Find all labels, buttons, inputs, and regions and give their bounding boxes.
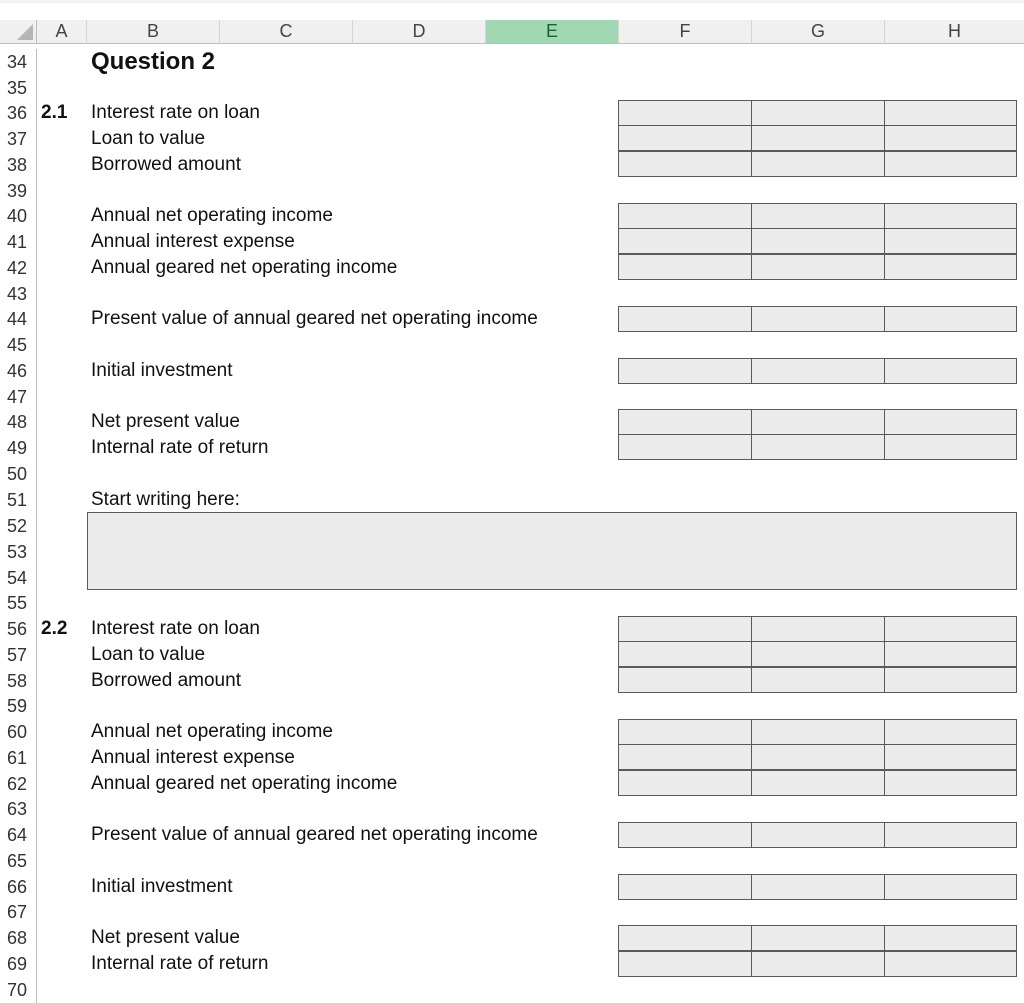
input-cell-g64[interactable]: [751, 822, 885, 848]
row-header[interactable]: 54: [0, 565, 37, 591]
input-cell-f41[interactable]: [618, 228, 752, 254]
input-cell-g42[interactable]: [751, 254, 885, 280]
row-header[interactable]: 44: [0, 306, 37, 332]
row-header[interactable]: 65: [0, 848, 37, 874]
row-header[interactable]: 57: [0, 642, 37, 668]
input-cell-g66[interactable]: [751, 874, 885, 900]
label-interest-rate: Interest rate on loan: [91, 618, 260, 639]
label-borrowed-amount: Borrowed amount: [91, 154, 241, 175]
row-header[interactable]: 70: [0, 977, 37, 1003]
input-cell-f62[interactable]: [618, 770, 752, 796]
label-irr: Internal rate of return: [91, 953, 269, 974]
input-cell-f68[interactable]: [618, 925, 752, 951]
input-cell-f36[interactable]: [618, 100, 752, 126]
label-annual-geared-noi: Annual geared net operating income: [91, 773, 398, 794]
input-cell-f37[interactable]: [618, 125, 752, 151]
input-cell-f56[interactable]: [618, 616, 752, 642]
input-cell-g38[interactable]: [751, 151, 885, 177]
input-cell-f44[interactable]: [618, 306, 752, 332]
row-header[interactable]: 62: [0, 771, 37, 797]
input-cell-f57[interactable]: [618, 641, 752, 667]
input-cell-h69[interactable]: [884, 951, 1017, 977]
input-cell-h49[interactable]: [884, 434, 1017, 460]
input-cell-g49[interactable]: [751, 434, 885, 460]
answer-writing-area[interactable]: [87, 512, 1017, 590]
input-cell-g40[interactable]: [751, 203, 885, 229]
row-header[interactable]: 53: [0, 539, 37, 565]
input-cell-h56[interactable]: [884, 616, 1017, 642]
row-header[interactable]: 47: [0, 384, 37, 410]
input-cell-f66[interactable]: [618, 874, 752, 900]
row-header[interactable]: 51: [0, 487, 37, 513]
row-header[interactable]: 45: [0, 332, 37, 358]
label-annual-interest-expense: Annual interest expense: [91, 747, 295, 768]
label-borrowed-amount: Borrowed amount: [91, 670, 241, 691]
input-cell-g44[interactable]: [751, 306, 885, 332]
row-header[interactable]: 36: [0, 100, 37, 126]
input-cell-h46[interactable]: [884, 358, 1017, 384]
row-header[interactable]: 50: [0, 461, 37, 487]
input-cell-g58[interactable]: [751, 667, 885, 693]
input-cell-f49[interactable]: [618, 434, 752, 460]
row-header[interactable]: 66: [0, 874, 37, 900]
row-header[interactable]: 59: [0, 693, 37, 719]
input-cell-h58[interactable]: [884, 667, 1017, 693]
label-npv: Net present value: [91, 927, 240, 948]
question-title: Question 2: [91, 48, 216, 75]
input-cell-h60[interactable]: [884, 719, 1017, 745]
input-cell-f46[interactable]: [618, 358, 752, 384]
input-cell-g46[interactable]: [751, 358, 885, 384]
row-header[interactable]: 41: [0, 229, 37, 255]
row-header[interactable]: 48: [0, 409, 37, 435]
select-all-triangle-icon: [17, 24, 33, 40]
row-header[interactable]: 55: [0, 590, 37, 616]
input-cell-h62[interactable]: [884, 770, 1017, 796]
row-header[interactable]: 46: [0, 358, 37, 384]
column-header-b[interactable]: B: [87, 20, 220, 44]
input-cell-f60[interactable]: [618, 719, 752, 745]
label-annual-geared-noi: Annual geared net operating income: [91, 257, 398, 278]
input-cell-h64[interactable]: [884, 822, 1017, 848]
input-cell-f40[interactable]: [618, 203, 752, 229]
row-header[interactable]: 60: [0, 719, 37, 745]
input-cell-h42[interactable]: [884, 254, 1017, 280]
select-all-corner[interactable]: [0, 20, 37, 44]
section-number-2-1: 2.1: [41, 102, 68, 123]
input-cell-f64[interactable]: [618, 822, 752, 848]
row-header[interactable]: 56: [0, 616, 37, 642]
input-cell-g69[interactable]: [751, 951, 885, 977]
row-header[interactable]: 38: [0, 152, 37, 178]
window-top-strip: [0, 0, 1024, 3]
column-header-g[interactable]: G: [752, 20, 885, 44]
row-header[interactable]: 34: [0, 49, 37, 75]
row-header[interactable]: 39: [0, 178, 37, 204]
input-cell-g57[interactable]: [751, 641, 885, 667]
row-header[interactable]: 61: [0, 745, 37, 771]
input-cell-h40[interactable]: [884, 203, 1017, 229]
column-header-h[interactable]: H: [885, 20, 1024, 44]
label-loan-to-value: Loan to value: [91, 644, 206, 665]
label-pv-geared-noi: Present value of annual geared net operating income: [91, 824, 538, 845]
row-header[interactable]: 67: [0, 899, 37, 925]
input-cell-h38[interactable]: [884, 151, 1017, 177]
label-annual-interest-expense: Annual interest expense: [91, 231, 295, 252]
row-header[interactable]: 63: [0, 796, 37, 822]
input-cell-f48[interactable]: [618, 409, 752, 435]
label-pv-geared-noi: Present value of annual geared net operating income: [91, 308, 538, 329]
input-cell-g56[interactable]: [751, 616, 885, 642]
input-cell-h61[interactable]: [884, 744, 1017, 770]
input-cell-g68[interactable]: [751, 925, 885, 951]
label-annual-noi: Annual net operating income: [91, 721, 333, 742]
input-cell-g61[interactable]: [751, 744, 885, 770]
input-cell-h36[interactable]: [884, 100, 1017, 126]
input-cell-f58[interactable]: [618, 667, 752, 693]
row-header[interactable]: 40: [0, 203, 37, 229]
row-header[interactable]: 69: [0, 951, 37, 977]
input-cell-g48[interactable]: [751, 409, 885, 435]
input-cell-h68[interactable]: [884, 925, 1017, 951]
section-number-2-2: 2.2: [41, 618, 68, 639]
input-cell-f42[interactable]: [618, 254, 752, 280]
input-cell-g41[interactable]: [751, 228, 885, 254]
column-header-d[interactable]: D: [353, 20, 486, 44]
column-header-e[interactable]: E: [486, 20, 619, 44]
row-header[interactable]: 52: [0, 513, 37, 539]
label-start-writing: Start writing here:: [91, 489, 240, 510]
label-loan-to-value: Loan to value: [91, 128, 206, 149]
input-cell-f61[interactable]: [618, 744, 752, 770]
label-npv: Net present value: [91, 411, 240, 432]
input-cell-h41[interactable]: [884, 228, 1017, 254]
input-cell-g62[interactable]: [751, 770, 885, 796]
row-header[interactable]: 37: [0, 126, 37, 152]
column-header-c[interactable]: C: [220, 20, 353, 44]
input-cell-h48[interactable]: [884, 409, 1017, 435]
row-header[interactable]: 58: [0, 668, 37, 694]
row-header[interactable]: 43: [0, 281, 37, 307]
label-initial-investment: Initial investment: [91, 876, 233, 897]
row-header[interactable]: 49: [0, 435, 37, 461]
input-cell-h57[interactable]: [884, 641, 1017, 667]
input-cell-g60[interactable]: [751, 719, 885, 745]
input-cell-f69[interactable]: [618, 951, 752, 977]
column-header-a[interactable]: A: [37, 20, 87, 44]
row-header[interactable]: 68: [0, 925, 37, 951]
label-irr: Internal rate of return: [91, 437, 269, 458]
input-cell-g37[interactable]: [751, 125, 885, 151]
label-initial-investment: Initial investment: [91, 360, 233, 381]
input-cell-h66[interactable]: [884, 874, 1017, 900]
input-cell-h44[interactable]: [884, 306, 1017, 332]
input-cell-g36[interactable]: [751, 100, 885, 126]
label-annual-noi: Annual net operating income: [91, 205, 333, 226]
input-cell-f38[interactable]: [618, 151, 752, 177]
input-cell-h37[interactable]: [884, 125, 1017, 151]
label-interest-rate: Interest rate on loan: [91, 102, 260, 123]
row-header[interactable]: 64: [0, 822, 37, 848]
row-header[interactable]: 35: [0, 75, 37, 101]
row-header[interactable]: 42: [0, 255, 37, 281]
column-header-f[interactable]: F: [619, 20, 752, 44]
